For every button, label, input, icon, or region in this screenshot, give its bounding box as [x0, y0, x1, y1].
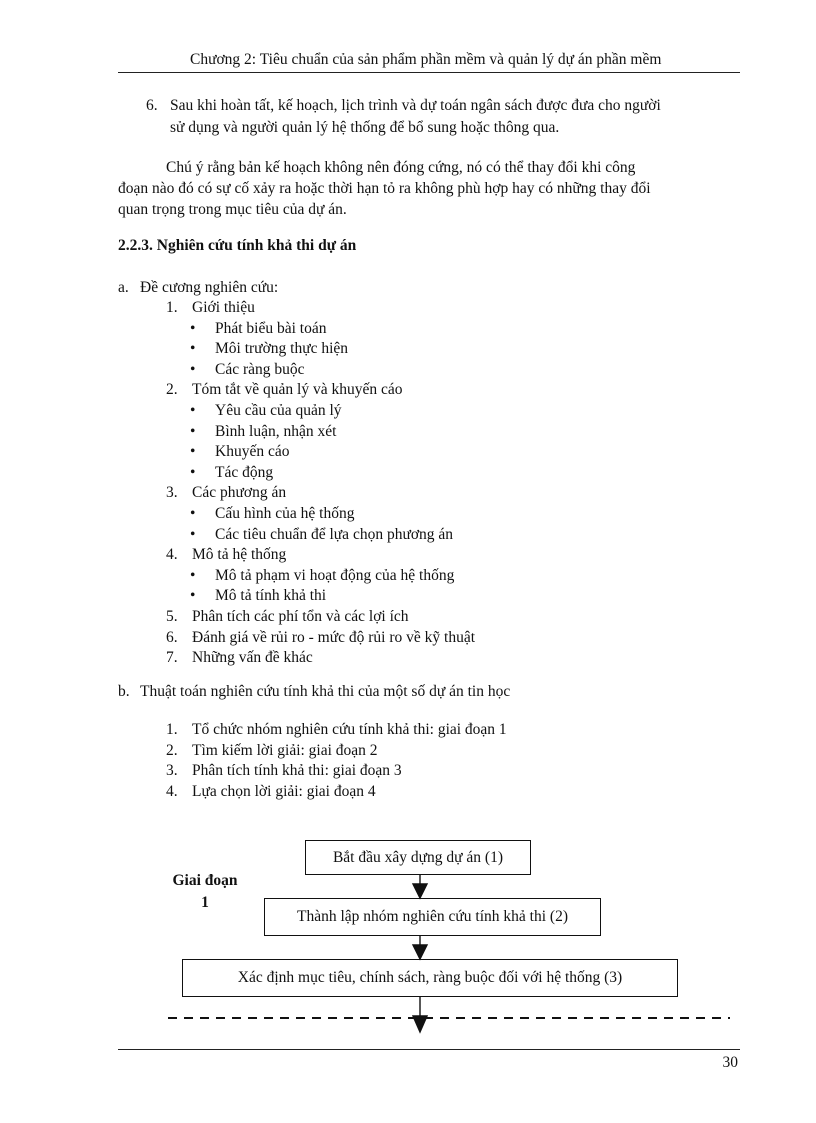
step-text: Lựa chọn lời giải: giai đoạn 4 [192, 782, 376, 800]
arrow-2-to-3 [413, 936, 427, 959]
outline-bullet-text: Mô tả tính khả thi [215, 587, 327, 605]
note-line3: quan trọng trong mục tiêu của dự án. [118, 201, 347, 218]
outline-bullet-text: Bình luận, nhận xét [215, 422, 337, 440]
flow-box-2: Thành lập nhóm nghiên cứu tính khả thi (2) [264, 898, 601, 936]
arrow-3-out [413, 997, 427, 1032]
outline-bullet-text: Các tiêu chuẩn để lựa chọn phương án [215, 525, 454, 543]
item6-line1: Sau khi hoàn tất, kế hoạch, lịch trình và dự toán ngân sách được đưa cho người [170, 97, 661, 114]
footer-rule [118, 1049, 740, 1050]
bullet-icon: • [190, 340, 196, 358]
outline-bullet-text: Tác động [215, 463, 274, 481]
outline-item-text: Đánh giá về rủi ro - mức độ rủi ro về kỹ thuật [192, 628, 476, 646]
step-text: Phân tích tính khả thi: giai đoạn 3 [192, 762, 402, 780]
page-number: 30 [722, 1054, 738, 1071]
part-a-title: Đề cương nghiên cứu: [140, 279, 279, 296]
part-b-title: Thuật toán nghiên cứu tính khả thi của một số dự án tin học [140, 683, 511, 700]
bullet-icon: • [190, 505, 196, 522]
outline-item-number: 2. [166, 381, 178, 399]
section-heading: 2.2.3. Nghiên cứu tính khả thi dự án [118, 237, 357, 254]
step-number: 1. [166, 721, 178, 738]
bullet-icon: • [190, 443, 196, 461]
item6-line2: sử dụng và người quản lý hệ thống để bổ sung hoặc thông qua. [170, 119, 560, 136]
arrow-1-to-2 [413, 875, 427, 898]
step-number: 3. [166, 762, 178, 780]
outline-bullet-text: Môi trường thực hiện [215, 340, 349, 358]
step-number: 2. [166, 741, 178, 759]
flow-box-3: Xác định mục tiêu, chính sách, ràng buộc đối với hệ thống (3) [182, 959, 678, 997]
part-a-label: a. [118, 279, 129, 296]
outline-bullet-text: Mô tả phạm vi hoạt động của hệ thống [215, 566, 455, 584]
bullet-icon: • [190, 587, 196, 605]
item6-number: 6. [146, 97, 158, 114]
note-line1: Chú ý rằng bản kế hoạch không nên đóng cứng, nó có thể thay đổi khi công [166, 159, 636, 176]
outline-bullet-text: Khuyến cáo [215, 443, 290, 461]
outline-item-number: 5. [166, 608, 178, 625]
outline-item-text: Những vấn đề khác [192, 649, 313, 667]
outline-item-text: Phân tích các phí tổn và các lợi ích [192, 608, 409, 625]
stage-label-line2: 1 [201, 894, 209, 911]
stage-label-line1: Giai đoạn [172, 872, 238, 889]
bullet-icon: • [190, 402, 196, 419]
outline-item-number: 6. [166, 628, 178, 646]
outline-bullet-text: Các ràng buộc [215, 360, 305, 378]
outline-item-text: Các phương án [192, 484, 287, 502]
bullet-icon: • [190, 360, 196, 378]
note-line2: đoạn nào đó có sự cố xảy ra hoặc thời hạn tỏ ra không phù hợp hay có những thay đổi [118, 180, 651, 197]
outline-item-number: 7. [166, 649, 178, 667]
bullet-icon: • [190, 463, 196, 481]
outline-bullet-text: Phát biểu bài toán [215, 319, 327, 337]
outline-item-text: Mô tả hệ thống [192, 546, 287, 564]
bullet-icon: • [190, 422, 196, 440]
outline-item-text: Giới thiệu [192, 299, 255, 316]
step-number: 4. [166, 782, 178, 800]
outline-bullet-text: Cấu hình của hệ thống [215, 505, 355, 522]
part-b-label: b. [118, 683, 130, 700]
outline-item-text: Tóm tắt về quản lý và khuyến cáo [192, 381, 403, 399]
outline-item-number: 3. [166, 484, 178, 502]
step-text: Tìm kiếm lời giải: giai đoạn 2 [192, 741, 378, 759]
step-text: Tổ chức nhóm nghiên cứu tính khả thi: giai đoạn 1 [192, 721, 507, 738]
outline-item-number: 1. [166, 299, 178, 316]
bullet-icon: • [190, 525, 196, 543]
running-header: Chương 2: Tiêu chuẩn của sản phẩm phần mềm và quản lý dự án phần mềm [190, 51, 662, 68]
outline-item-number: 4. [166, 546, 178, 564]
outline-bullet-text: Yêu cầu của quản lý [215, 402, 342, 419]
flow-box-1: Bắt đầu xây dựng dự án (1) [305, 840, 531, 875]
bullet-icon: • [190, 319, 196, 337]
bullet-icon: • [190, 566, 196, 584]
